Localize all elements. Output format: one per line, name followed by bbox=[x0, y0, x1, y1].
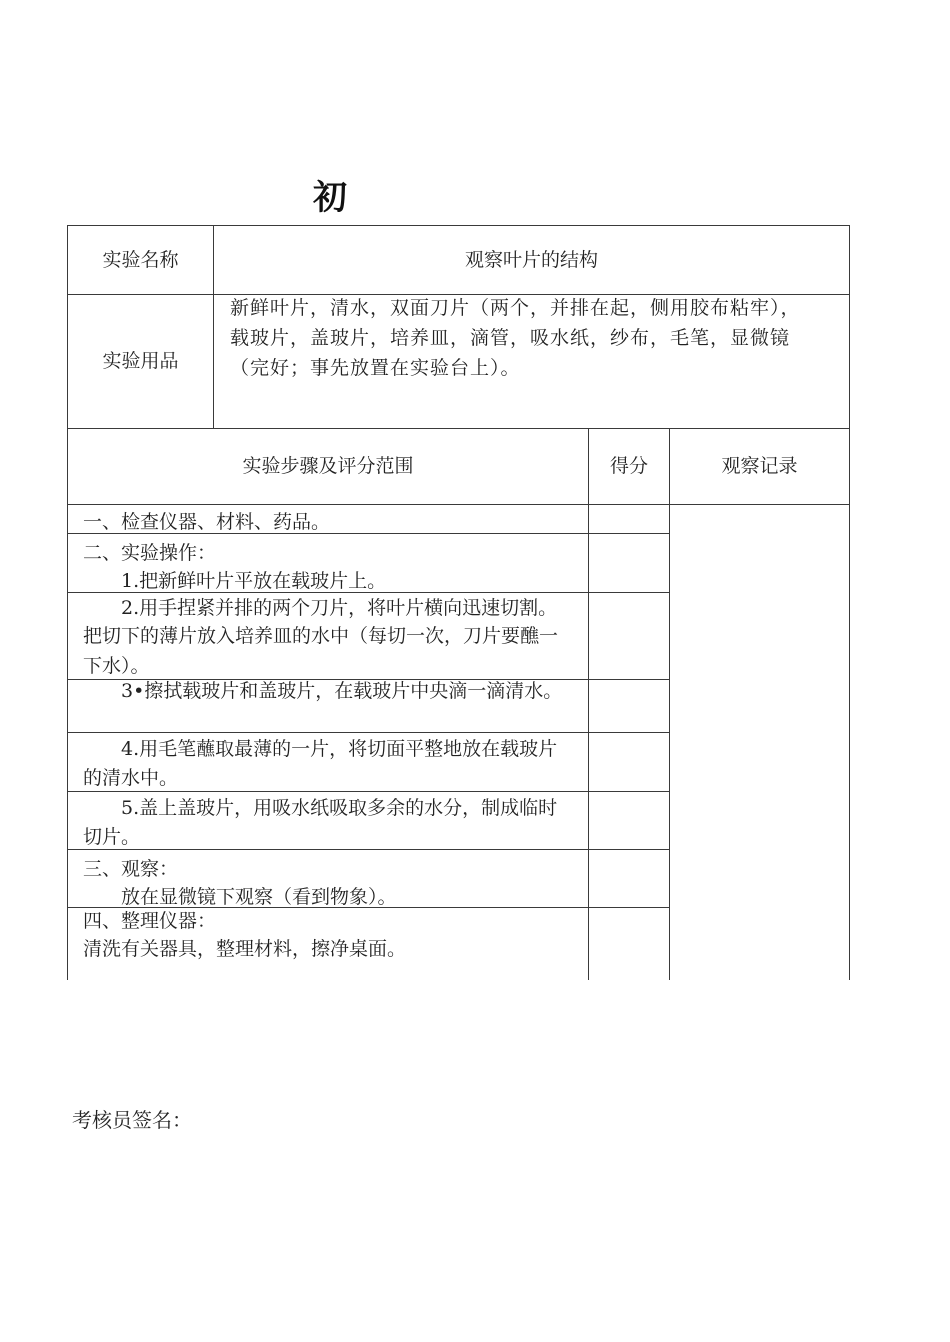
step-line: 把切下的薄片放入培养皿的水中（每切一次，刀片要醮一 bbox=[83, 625, 559, 647]
step-text: 3•擦拭载玻片和盖玻片，在载玻片中央滴一滴清水。 bbox=[121, 680, 563, 702]
step-line: 三、观察： bbox=[83, 858, 179, 880]
experiment-supplies-label: 实验用品 bbox=[102, 350, 179, 372]
experiment-name-value: 观察叶片的结构 bbox=[464, 249, 598, 271]
table-border-right bbox=[849, 225, 850, 980]
row-divider bbox=[67, 504, 850, 505]
step-line: 二、实验操作： bbox=[83, 542, 217, 564]
document-heading: 初 bbox=[313, 178, 347, 218]
record-column-header: 观察记录 bbox=[721, 455, 798, 477]
column-divider bbox=[669, 428, 670, 980]
experiment-supplies-value: 新鲜叶片，清水，双面刀片（两个，并排在起，侧用胶布粘牢），载玻片，盖玻片，培养皿，滴管，吸水纸，纱布，毛笔，显微镜（完好；事先放置在实验台上）。 bbox=[230, 297, 801, 379]
step-line: 清洗有关器具，整理材料，擦净桌面。 bbox=[83, 938, 407, 960]
step-text: 1.把新鲜叶片平放在载玻片上。 bbox=[121, 570, 387, 592]
steps-column-header: 实验步骤及评分范围 bbox=[242, 455, 414, 477]
step-line bbox=[83, 793, 557, 823]
column-divider bbox=[588, 428, 589, 980]
table-border-top bbox=[67, 225, 850, 226]
step-line: 四、整理仪器： bbox=[83, 910, 217, 932]
step-text: 2.用手捏紧并排的两个刀片，将叶片横向迅速切割。 bbox=[121, 597, 558, 619]
score-column-header: 得分 bbox=[609, 455, 648, 477]
step-text: 4.用毛笔蘸取最薄的一片，将切面平整地放在载玻片 bbox=[121, 738, 558, 760]
step-text: 放在显微镜下观察（看到物象）。 bbox=[121, 886, 397, 908]
step-row-divider bbox=[67, 732, 669, 733]
step-line bbox=[83, 734, 557, 764]
step-line: 切片。 bbox=[83, 826, 141, 848]
experiment-name-label: 实验名称 bbox=[102, 249, 179, 271]
row-divider bbox=[67, 428, 850, 429]
step-line: 下水）。 bbox=[83, 655, 150, 677]
step-line bbox=[83, 676, 562, 706]
step-line: 的清水中。 bbox=[83, 767, 179, 789]
step-line bbox=[83, 593, 557, 623]
step-line bbox=[83, 566, 386, 596]
step-line: 一、检查仪器、材料、药品。 bbox=[83, 511, 331, 533]
table-border-left bbox=[67, 225, 68, 980]
step-text: 5.盖上盖玻片，用吸水纸吸取多余的水分，制成临时 bbox=[121, 797, 558, 819]
examiner-signature-label: 考核员签名： bbox=[72, 1108, 192, 1132]
step-row-divider bbox=[67, 849, 669, 850]
